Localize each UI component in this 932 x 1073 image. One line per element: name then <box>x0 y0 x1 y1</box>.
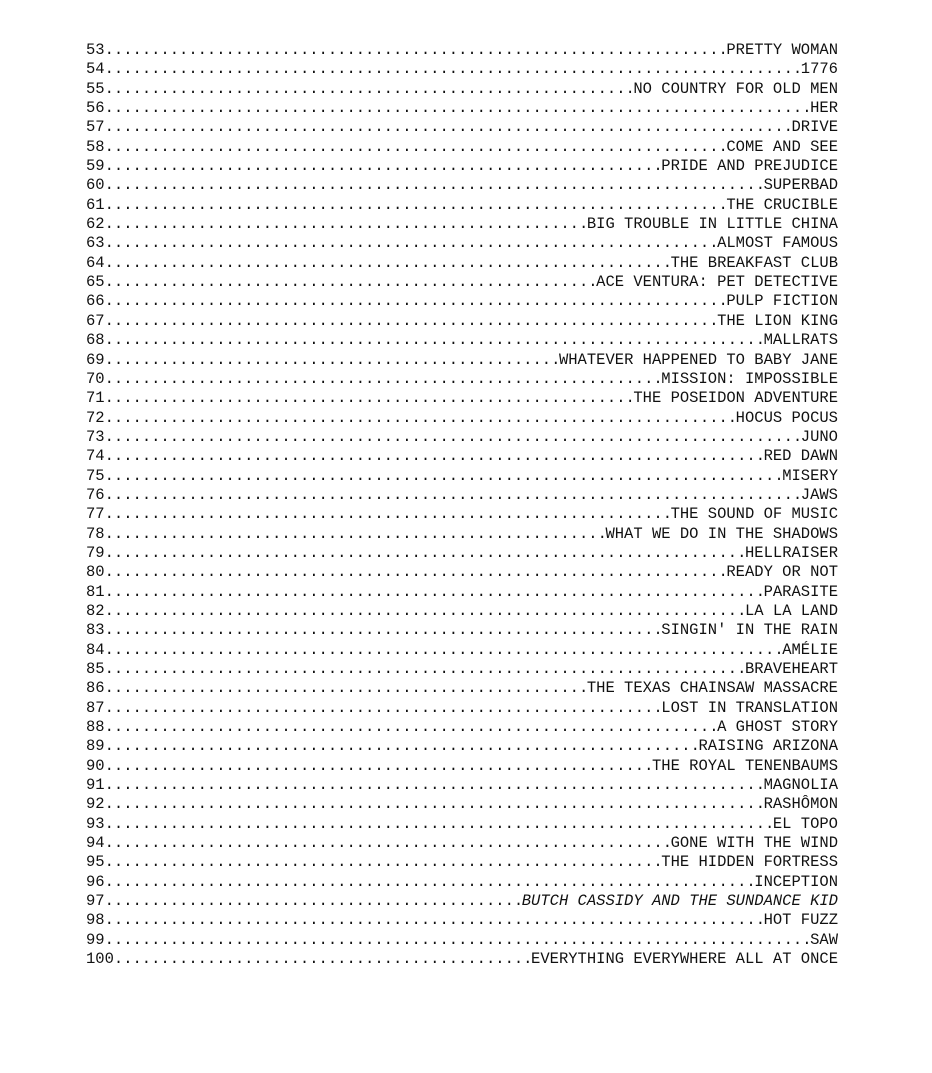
dot-leader <box>105 776 764 794</box>
list-item <box>86 215 838 234</box>
film-title: THE LION KING <box>717 311 838 330</box>
dot-leader <box>105 834 671 852</box>
list-item <box>86 447 838 466</box>
film-title: AMÉLIE <box>782 640 838 659</box>
dot-leader <box>105 931 810 949</box>
rank-number: 73 <box>86 427 105 446</box>
dot-leader <box>105 853 662 871</box>
film-title: THE POSEIDON ADVENTURE <box>633 389 838 408</box>
list-item <box>86 409 838 428</box>
rank-number: 61 <box>86 195 105 214</box>
rank-number: 93 <box>86 814 105 833</box>
dot-leader <box>105 544 745 562</box>
list-item <box>86 80 838 99</box>
film-title: EL TOPO <box>772 814 838 833</box>
rank-number: 100 <box>86 950 114 969</box>
list-item <box>86 138 838 157</box>
list-item <box>86 351 838 370</box>
film-title: JUNO <box>800 427 838 446</box>
film-title: HOT FUZZ <box>763 911 838 930</box>
list-item <box>86 950 838 969</box>
list-item <box>86 873 838 892</box>
film-title: EVERYTHING EVERYWHERE ALL AT ONCE <box>531 950 838 969</box>
film-title: JAWS <box>800 485 838 504</box>
list-item <box>86 892 838 911</box>
rank-number: 95 <box>86 853 105 872</box>
dot-leader <box>105 583 764 601</box>
rank-number: 77 <box>86 505 105 524</box>
dot-leader <box>105 660 745 678</box>
film-title: MISERY <box>782 466 838 485</box>
list-item <box>86 679 838 698</box>
rank-number: 76 <box>86 485 105 504</box>
film-title: RASHÔMON <box>763 795 838 814</box>
list-item <box>86 718 838 737</box>
dot-leader <box>105 679 587 697</box>
dot-leader <box>105 331 764 349</box>
dot-leader <box>105 737 699 755</box>
rank-number: 85 <box>86 660 105 678</box>
dot-leader <box>105 428 801 446</box>
film-title: DRIVE <box>791 118 838 137</box>
rank-number: 71 <box>86 389 105 408</box>
film-title: MALLRATS <box>763 331 838 350</box>
rank-number: 68 <box>86 331 105 350</box>
dot-leader <box>105 99 810 117</box>
rank-number: 97 <box>86 892 105 911</box>
list-item <box>86 544 838 563</box>
dot-leader <box>105 138 727 156</box>
list-item <box>86 389 838 408</box>
rank-number: 57 <box>86 118 105 137</box>
list-item <box>86 776 838 795</box>
rank-number: 53 <box>86 41 105 59</box>
rank-number: 99 <box>86 930 105 949</box>
film-title: THE ROYAL TENENBAUMS <box>651 756 838 775</box>
rank-number: 59 <box>86 157 105 176</box>
dot-leader <box>105 351 559 369</box>
film-title: 1776 <box>800 60 838 79</box>
dot-leader <box>105 621 662 639</box>
dot-leader <box>105 389 634 407</box>
dot-leader <box>105 215 587 233</box>
dot-leader <box>105 602 745 620</box>
list-item <box>86 583 838 602</box>
list-item <box>86 60 838 79</box>
dot-leader <box>105 699 662 717</box>
list-item <box>86 41 838 60</box>
rank-number: 96 <box>86 872 105 891</box>
film-title: INCEPTION <box>754 872 838 891</box>
list-item <box>86 641 838 660</box>
film-title: THE SOUND OF MUSIC <box>670 505 838 524</box>
rank-number: 63 <box>86 234 105 253</box>
list-item <box>86 911 838 930</box>
rank-number: 67 <box>86 311 105 330</box>
film-title: RAISING ARIZONA <box>698 737 838 756</box>
rank-number: 79 <box>86 543 105 562</box>
dot-leader <box>105 312 717 330</box>
list-item <box>86 660 838 679</box>
dot-leader <box>105 911 764 929</box>
list-item <box>86 370 838 389</box>
rank-number: 82 <box>86 601 105 620</box>
film-title: THE HIDDEN FORTRESS <box>661 853 838 872</box>
dot-leader <box>105 467 783 485</box>
film-title: HELLRAISER <box>744 543 838 562</box>
rank-number: 64 <box>86 253 105 272</box>
dot-leader <box>105 273 597 291</box>
list-item <box>86 196 838 215</box>
rank-number: 83 <box>86 621 105 640</box>
film-title: COME AND SEE <box>726 137 838 156</box>
list-item <box>86 99 838 118</box>
list-item <box>86 505 838 524</box>
film-title: NO COUNTRY FOR OLD MEN <box>633 79 838 98</box>
list-item <box>86 815 838 834</box>
film-title: THE TEXAS CHAINSAW MASSACRE <box>586 679 838 698</box>
list-item <box>86 737 838 756</box>
rank-number: 94 <box>86 834 105 853</box>
list-item <box>86 795 838 814</box>
rank-number: 70 <box>86 369 105 388</box>
film-title: PRETTY WOMAN <box>726 41 838 59</box>
film-title: PULP FICTION <box>726 292 838 311</box>
list-item <box>86 331 838 350</box>
list-item <box>86 602 838 621</box>
dot-leader <box>105 757 652 775</box>
rank-number: 69 <box>86 350 105 369</box>
rank-number: 92 <box>86 795 105 814</box>
dot-leader <box>105 795 764 813</box>
film-title: PRIDE AND PREJUDICE <box>661 157 838 176</box>
rank-number: 87 <box>86 698 105 717</box>
list-item <box>86 757 838 776</box>
list-item <box>86 428 838 447</box>
list-item <box>86 273 838 292</box>
rank-number: 55 <box>86 79 105 98</box>
dot-leader <box>105 60 801 78</box>
dot-leader <box>105 80 634 98</box>
list-item <box>86 525 838 544</box>
film-title: WHATEVER HAPPENED TO BABY JANE <box>558 350 838 369</box>
film-title: BRAVEHEART <box>744 660 838 678</box>
dot-leader <box>105 873 755 891</box>
film-title: MAGNOLIA <box>763 776 838 795</box>
rank-number: 58 <box>86 137 105 156</box>
film-title: ACE VENTURA: PET DETECTIVE <box>596 273 838 292</box>
film-title: SAW <box>810 930 838 949</box>
dot-leader <box>105 409 736 427</box>
dot-leader <box>105 505 671 523</box>
film-title: HER <box>810 99 838 118</box>
list-item <box>86 254 838 273</box>
rank-number: 54 <box>86 60 105 79</box>
rank-number: 98 <box>86 911 105 930</box>
rank-number: 74 <box>86 447 105 466</box>
dot-leader <box>105 563 727 581</box>
film-title: LA LA LAND <box>744 601 838 620</box>
rank-number: 88 <box>86 718 105 737</box>
list-item <box>86 292 838 311</box>
film-title: WHAT WE DO IN THE SHADOWS <box>605 524 838 543</box>
film-title: GONE WITH THE WIND <box>670 834 838 853</box>
rank-number: 56 <box>86 99 105 118</box>
list-item <box>86 834 838 853</box>
list-item <box>86 234 838 253</box>
list-item <box>86 699 838 718</box>
rank-number: 78 <box>86 524 105 543</box>
film-title: READY OR NOT <box>726 563 838 582</box>
list-item <box>86 467 838 486</box>
dot-leader <box>105 447 764 465</box>
dot-leader <box>105 525 606 543</box>
dot-leader <box>105 118 792 136</box>
film-title: SINGIN' IN THE RAIN <box>661 621 838 640</box>
dot-leader <box>105 234 717 252</box>
dot-leader <box>105 292 727 310</box>
dot-leader <box>105 486 801 504</box>
dot-leader <box>105 815 773 833</box>
dot-leader <box>114 950 531 968</box>
rank-number: 86 <box>86 679 105 698</box>
film-title: BUTCH CASSIDY AND THE SUNDANCE KID <box>521 892 838 911</box>
list-item <box>86 486 838 505</box>
rank-number: 66 <box>86 292 105 311</box>
film-title: A GHOST STORY <box>717 718 838 737</box>
rank-number: 81 <box>86 582 105 601</box>
film-title: LOST IN TRANSLATION <box>661 698 838 717</box>
ranked-film-list <box>86 41 838 970</box>
list-item <box>86 157 838 176</box>
film-title: ALMOST FAMOUS <box>717 234 838 253</box>
dot-leader <box>105 370 662 388</box>
list-item <box>86 563 838 582</box>
dot-leader <box>105 41 727 59</box>
rank-number: 65 <box>86 273 105 292</box>
film-title: BIG TROUBLE IN LITTLE CHINA <box>586 215 838 234</box>
rank-number: 89 <box>86 737 105 756</box>
film-title: PARASITE <box>763 582 838 601</box>
film-title: MISSION: IMPOSSIBLE <box>661 369 838 388</box>
dot-leader <box>105 157 662 175</box>
rank-number: 75 <box>86 466 105 485</box>
dot-leader <box>105 254 671 272</box>
film-title: SUPERBAD <box>763 176 838 195</box>
film-title: THE CRUCIBLE <box>726 195 838 214</box>
dot-leader <box>105 892 522 910</box>
rank-number: 90 <box>86 756 105 775</box>
dot-leader <box>105 176 764 194</box>
list-item <box>86 118 838 137</box>
dot-leader <box>105 196 727 214</box>
film-title: HOCUS POCUS <box>735 408 838 427</box>
rank-number: 62 <box>86 215 105 234</box>
film-title: THE BREAKFAST CLUB <box>670 253 838 272</box>
list-item <box>86 312 838 331</box>
list-item <box>86 931 838 950</box>
rank-number: 91 <box>86 776 105 795</box>
list-item <box>86 176 838 195</box>
list-item <box>86 853 838 872</box>
rank-number: 84 <box>86 640 105 659</box>
dot-leader <box>105 718 717 736</box>
rank-number: 60 <box>86 176 105 195</box>
rank-number: 72 <box>86 408 105 427</box>
rank-number: 80 <box>86 563 105 582</box>
film-title: RED DAWN <box>763 447 838 466</box>
list-item <box>86 621 838 640</box>
dot-leader <box>105 641 783 659</box>
